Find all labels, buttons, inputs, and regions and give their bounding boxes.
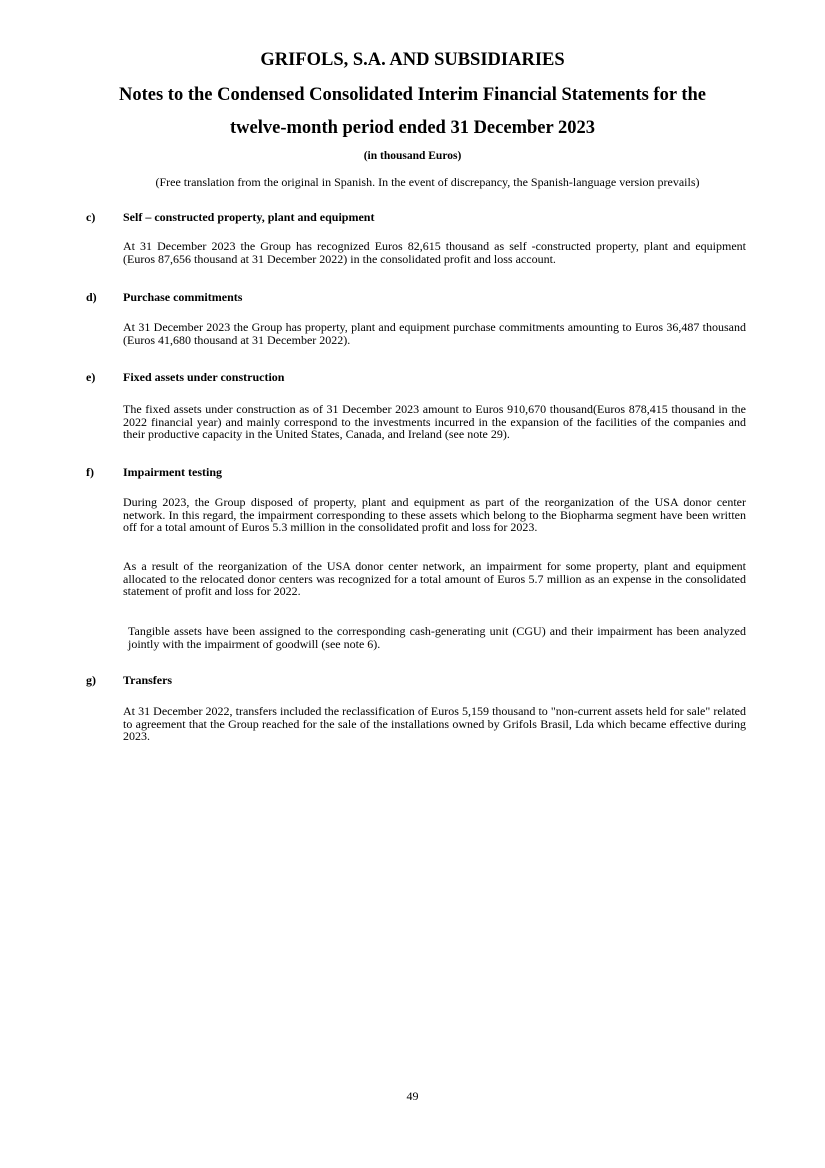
document-title-line2: twelve-month period ended 31 December 2023 [230, 118, 595, 138]
translation-note: (Free translation from the original in Spanish. In the event of discrepancy, the Spanish-language version prevails) [155, 175, 700, 189]
section-title: Fixed assets under construction [123, 370, 285, 384]
section-title: Transfers [123, 673, 173, 687]
page-number: 49 [406, 1089, 419, 1103]
section-title: Impairment testing [123, 465, 222, 479]
section-e-paragraph: The fixed assets under construction as of 31 December 2023 amount to Euros 910,670 thousand(Euros 878,415 thousand in the 2022 financial year) and mainly correspond to the investments incurred in the expansion of the facilities of the companies and their productive capacity in the United States, Canada, and Ireland (see note 29). [123, 402, 746, 442]
section-f-paragraph-3: Tangible assets have been assigned to the corresponding cash-generating unit (CGU) and their impairment has been analyzed jointly with the impairment of goodwill (see note 6). [128, 624, 746, 651]
section-heading-g [86, 673, 172, 688]
section-f-paragraph-2: As a result of the reorganization of the USA donor center network, an impairment for some property, plant and equipment allocated to the relocated donor centers was recognized for a total amount of Euros 5.7 million as an expense in the consolidated statement of profit and loss for 2022. [123, 559, 746, 599]
section-letter: d) [86, 290, 97, 304]
section-letter: c) [86, 210, 96, 224]
section-heading-f [86, 465, 222, 480]
section-title: Self – constructed property, plant and equipment [123, 210, 375, 224]
section-c-paragraph: At 31 December 2023 the Group has recognized Euros 82,615 thousand as self -constructed property, plant and equipment (Euros 87,656 thousand at 31 December 2022) in the consolidated profit and loss account. [123, 239, 746, 266]
section-heading-d [86, 290, 242, 305]
section-letter: g) [86, 673, 96, 687]
section-f-paragraph-1: During 2023, the Group disposed of property, plant and equipment as part of the reorganization of the USA donor center network. In this regard, the impairment corresponding to these assets which belong to the Biopharma segment have been written off for a total amount of Euros 5.3 million in the consolidated profit and loss for 2023. [123, 495, 746, 535]
section-heading-c [86, 210, 374, 225]
section-letter: e) [86, 370, 96, 384]
section-letter: f) [86, 465, 94, 479]
units-note: (in thousand Euros) [363, 150, 462, 162]
section-d-paragraph: At 31 December 2023 the Group has property, plant and equipment purchase commitments amounting to Euros 36,487 thousand (Euros 41,680 thousand at 31 December 2022). [123, 320, 746, 347]
document-title-line1: Notes to the Condensed Consolidated Interim Financial Statements for the [118, 85, 706, 105]
company-name: GRIFOLS, S.A. AND SUBSIDIARIES [260, 50, 565, 70]
section-title: Purchase commitments [123, 290, 243, 304]
section-heading-e [86, 370, 284, 385]
section-g-paragraph: At 31 December 2022, transfers included the reclassification of Euros 5,159 thousand to "non-current assets held for sale" related to agreement that the Group reached for the sale of the installations owned by Grifols Brasil, Lda which became effective during 2023. [123, 704, 746, 744]
